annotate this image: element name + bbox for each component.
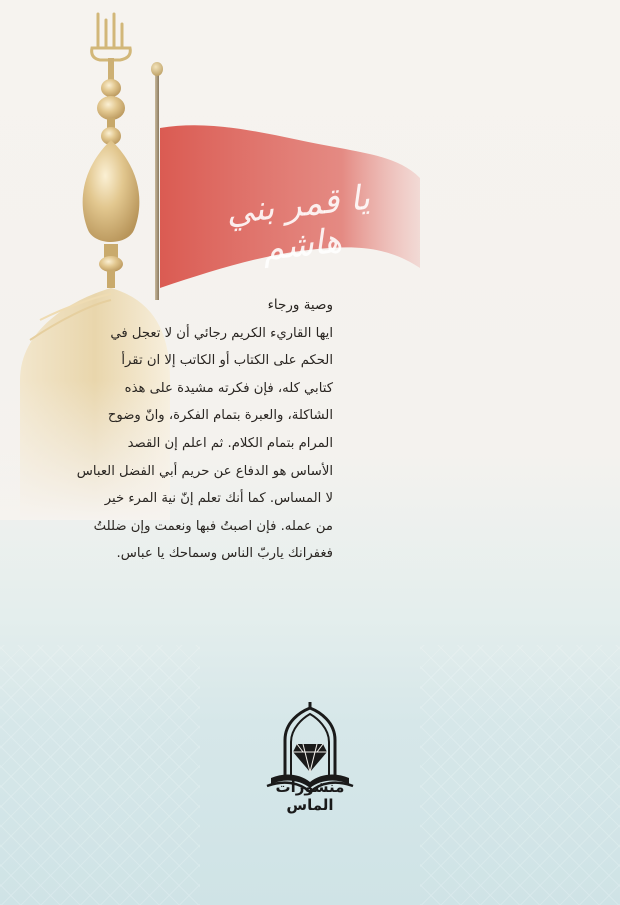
letter-text-block <box>76 292 333 568</box>
publisher-name: منشورات الماس <box>275 778 345 814</box>
corner-pattern-right <box>420 645 620 905</box>
letter-line: لا المساس. كما أنك تعلم إنّ نية المرء خير <box>104 491 333 507</box>
letter-line: المرام بتمام الكلام. ثم اعلم إن القصد <box>127 435 333 451</box>
corner-pattern-left <box>0 645 200 905</box>
flag-pole-finial <box>151 62 163 76</box>
letter-line: الحكم على الكتاب أو الكاتب إلا ان تقرأ <box>121 353 333 369</box>
letter-line: الشاكلة، والعبرة بتمام الفكرة، وانّ وضوح <box>107 408 333 424</box>
letter-line: فغفرانك ياربّ الناس وسماحك يا عباس. <box>116 546 333 562</box>
letter-heading: وصية ورجاء <box>267 297 333 313</box>
flag-pole <box>155 70 159 300</box>
letter-line: الأساس هو الدفاع عن حريم أبي الفضل العباس <box>76 463 333 479</box>
letter-line: ايها القاريء الكريم رجائي أن لا تعجل في <box>110 325 333 341</box>
letter-line: من عمله. فإن اصبتُ فبها ونعمت وإن ضللتُ <box>93 518 333 534</box>
flag-inscription: يا قمر بني هاشم <box>224 177 372 269</box>
letter-line: كتابي كله، فإن فكرته مشيدة على هذه <box>124 380 333 396</box>
